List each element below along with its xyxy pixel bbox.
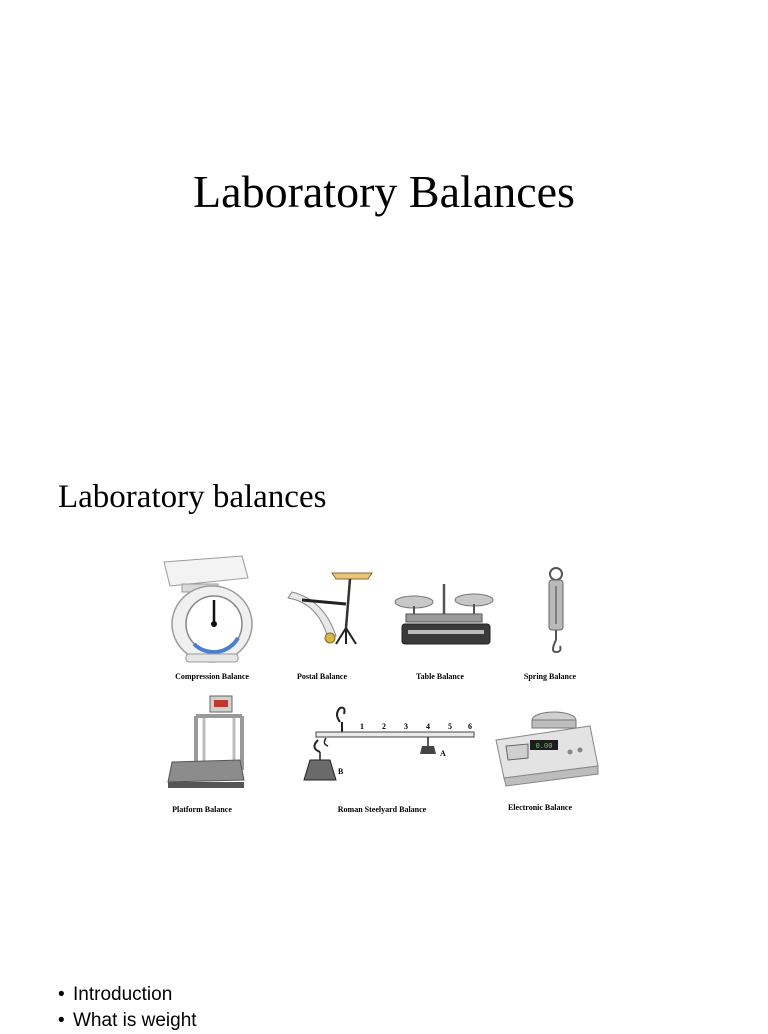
table-balance-image bbox=[395, 584, 493, 644]
bullet-introduction: • Introduction bbox=[58, 982, 197, 1008]
electronic-display-reading: 0.00 bbox=[535, 743, 553, 751]
steelyard-label-a: A bbox=[440, 749, 446, 758]
compression-balance-image bbox=[164, 556, 252, 662]
section-title: Laboratory balances bbox=[58, 479, 327, 515]
steelyard-label-b: B bbox=[338, 767, 344, 776]
slide-title: Laboratory Balances bbox=[193, 166, 575, 217]
steelyard-mark-3: 3 bbox=[404, 722, 408, 731]
caption-compression-balance: Compression Balance bbox=[175, 672, 249, 681]
steelyard-mark-1: 1 bbox=[360, 722, 364, 731]
caption-postal-balance: Postal Balance bbox=[297, 672, 347, 681]
platform-balance-image bbox=[168, 696, 244, 788]
steelyard-mark-6: 6 bbox=[468, 722, 472, 731]
steelyard-mark-5: 5 bbox=[448, 722, 452, 731]
caption-roman-steelyard-balance: Roman Steelyard Balance bbox=[337, 805, 427, 814]
caption-spring-balance: Spring Balance bbox=[523, 672, 577, 681]
postal-balance-image bbox=[288, 573, 372, 644]
caption-electronic-balance: Electronic Balance bbox=[507, 803, 573, 812]
bullet-what-is-weight: • What is weight bbox=[58, 1008, 197, 1034]
bullet-list bbox=[58, 982, 197, 1034]
steelyard-mark-2: 2 bbox=[382, 722, 386, 731]
caption-platform-balance: Platform Balance bbox=[172, 805, 232, 814]
roman-steelyard-image bbox=[304, 708, 474, 780]
balances-figure bbox=[150, 548, 610, 823]
spring-balance-image bbox=[549, 568, 563, 652]
caption-table-balance: Table Balance bbox=[416, 672, 464, 681]
steelyard-mark-4: 4 bbox=[426, 722, 430, 731]
